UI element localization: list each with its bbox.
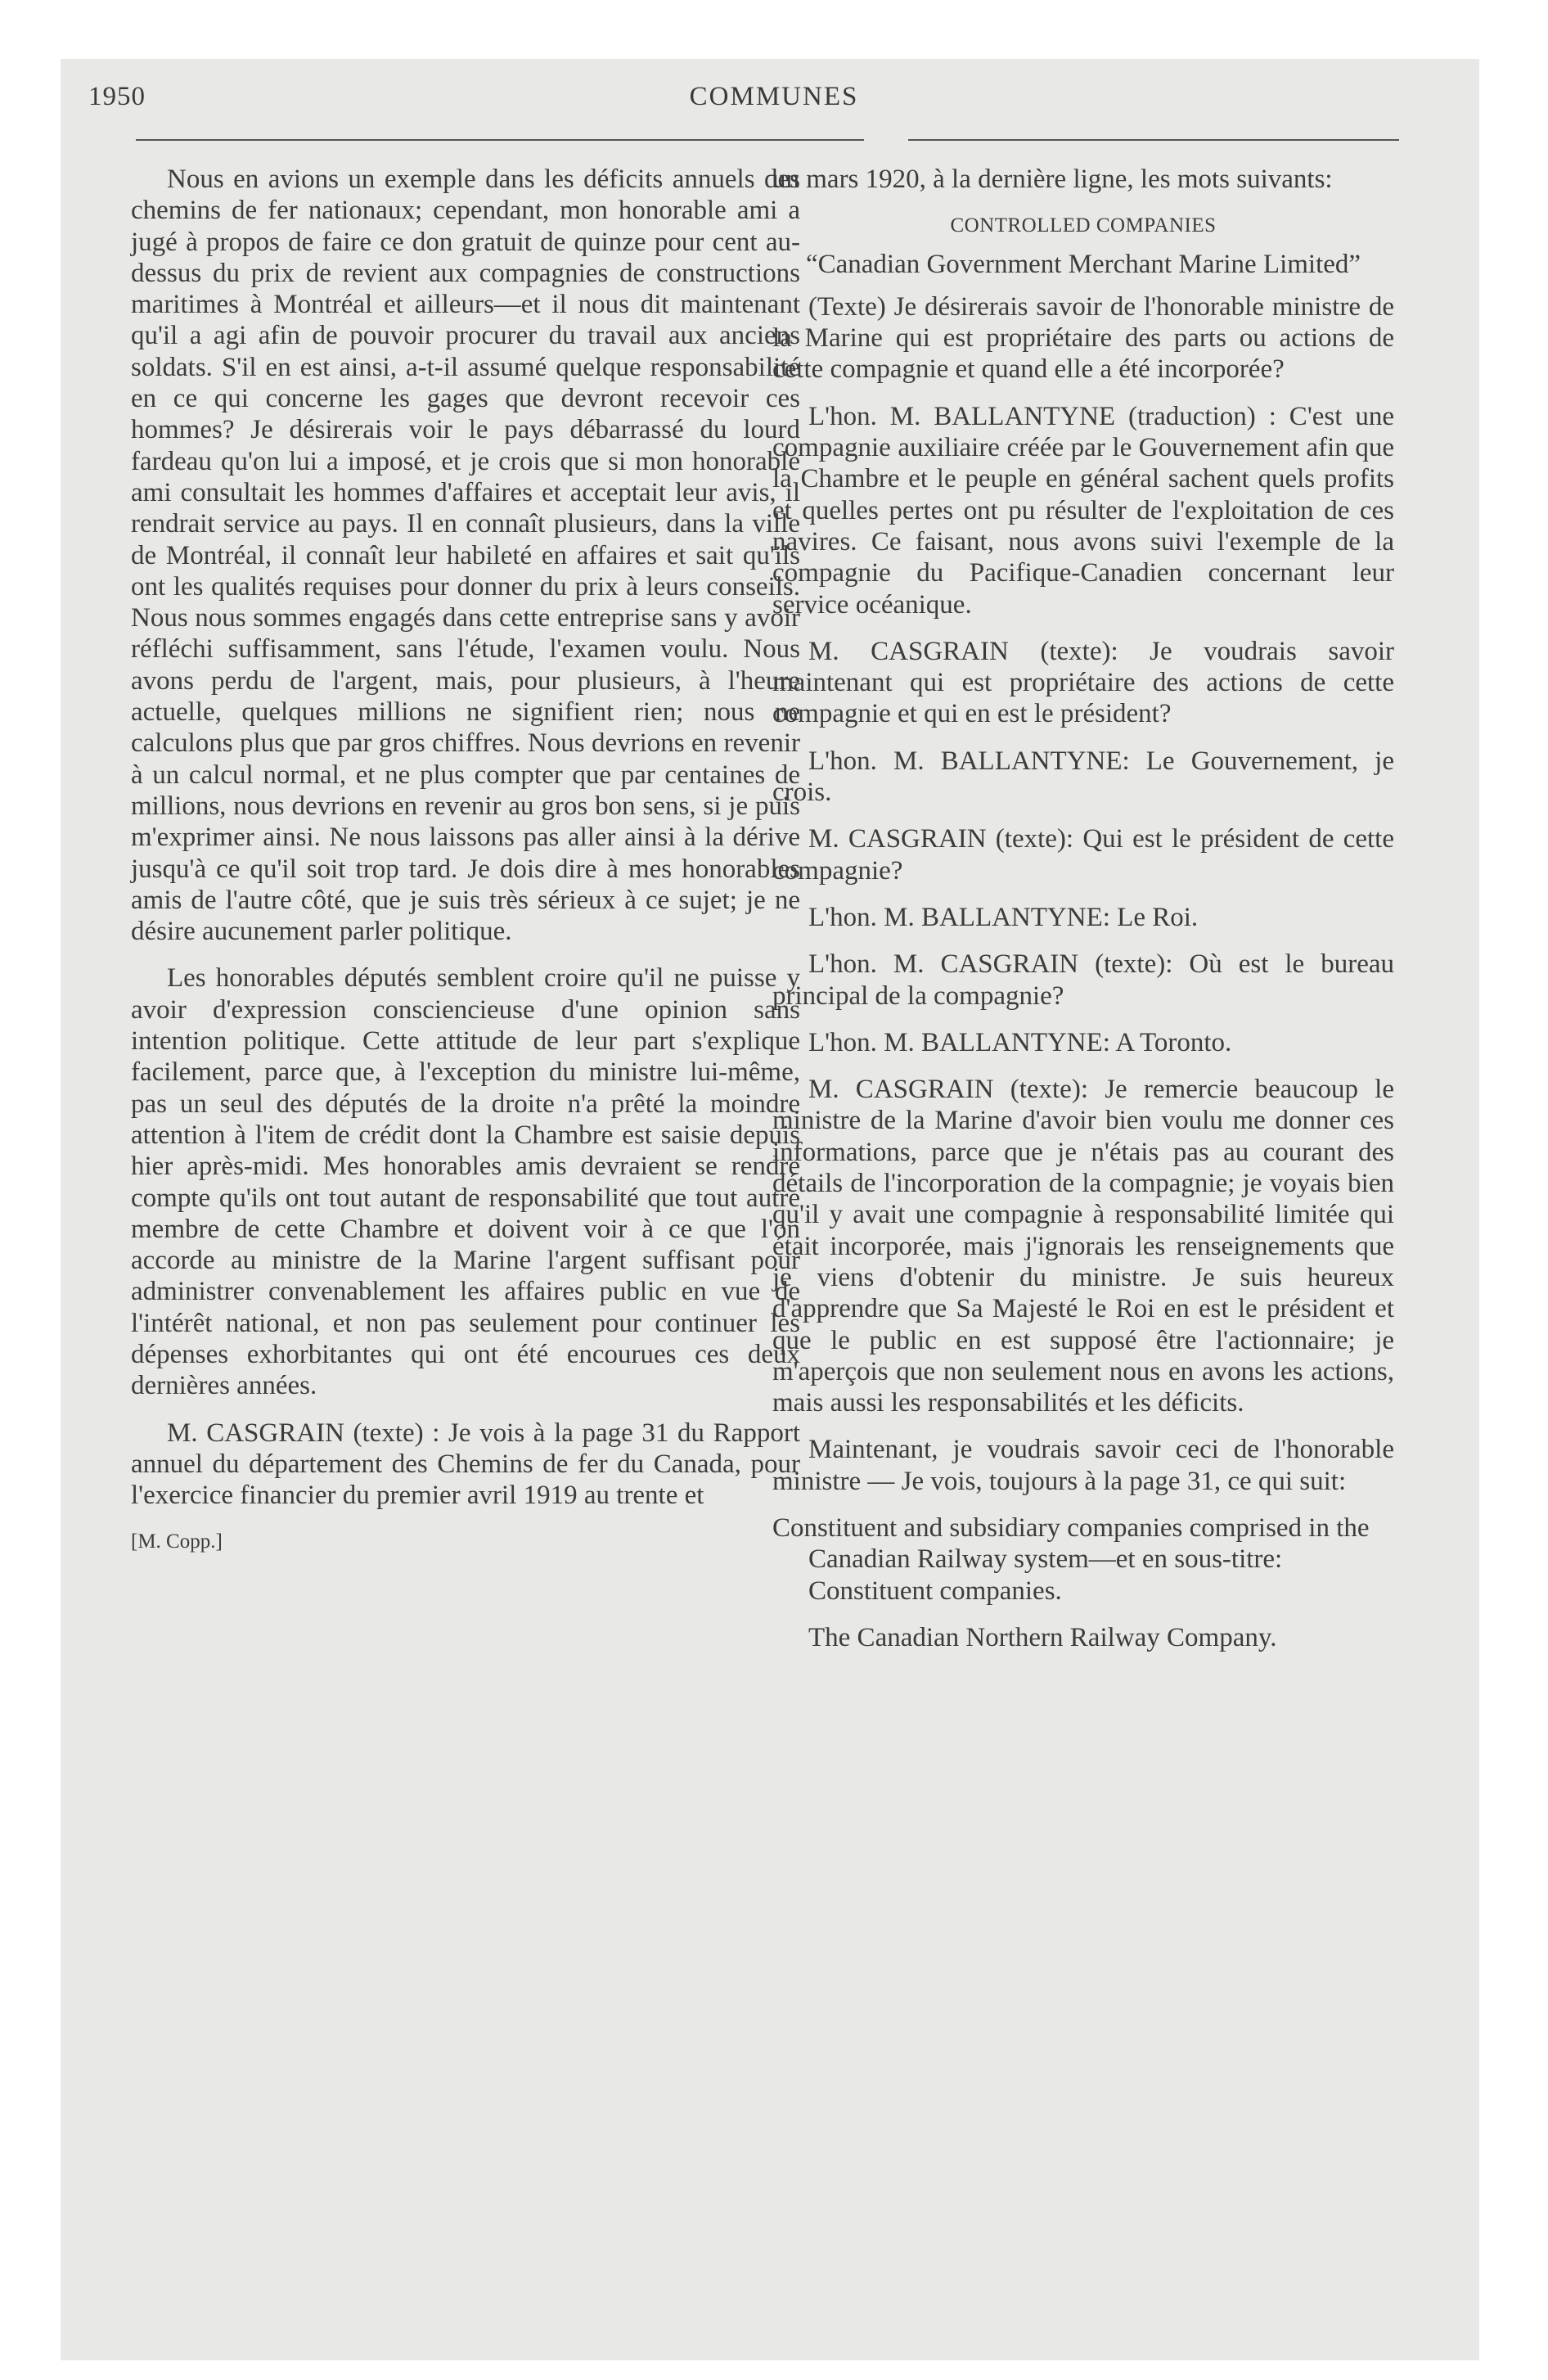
right-column	[772, 164, 1394, 1669]
running-head: COMMUNES	[689, 82, 859, 111]
right-paragraph-6: M. CASGRAIN (texte): Qui est le président de cette compagnie?	[772, 824, 1394, 886]
left-paragraph-1: Nous en avions un exemple dans les déficits annuels des chemins de fer nationaux; cependant, mon honorable ami a jugé à propos de faire ce don gratuit de quinze pour cent au-dessus du prix de revient aux compagnies de constructions maritimes à Montréal et ailleurs—et il nous dit maintenant qu'il a agi afin de pouvoir procurer du travail aux anciens soldats. S'il en est ainsi, a-t-il assumé quelque responsabilité en ce qui concerne les gages que devront recevoir ces hommes? Je désirerais voir le pays débarrassé du lourd fardeau qu'on lui a imposé, et je crois que si mon honorable ami consultait les hommes d'affaires et acceptait leur avis, il rendrait service au pays. Il en connaît plusieurs, dans la ville de Montréal, il connaît leur habileté en affaires et sait qu'ils ont les qualités requises pour donner du prix à leurs conseils. Nous nous sommes engagés dans cette entreprise sans y avoir réfléchi suffisamment, sans l'étude, l'examen voulu. Nous avons perdu de l'argent, mais, pour plusieurs, à l'heure actuelle, quelques millions ne signifient rien; nous ne calculons plus que par gros chiffres. Nous devrions en revenir à un calcul normal, et ne plus compter que par centaines de millions, nous devrions en revenir au gros bon sens, si je puis m'exprimer ainsi. Ne nous laissons pas aller ainsi à la dérive jusqu'à ce qu'il soit trop tard. Je dois dire à mes honorables amis de l'autre côté, que je suis très sérieux à ce sujet; je ne désire aucunement parler politique.	[131, 165, 800, 947]
right-paragraph-1: un mars 1920, à la dernière ligne, les mots suivants:	[772, 165, 1333, 194]
block-quote-1: Constituent and subsidiary companies comprised in the Canadian Railway system—et en sous-titre: Constituent companies.	[772, 1512, 1370, 1606]
right-paragraph-5: L'hon. M. BALLANTYNE: Le Gouvernement, je crois.	[772, 746, 1394, 808]
left-paragraph-2: Les honorables députés semblent croire qu'il ne puisse y avoir d'expression consciencieuse d'une opinion sans intention politique. Cette attitude de leur part s'explique facilement, parce que, à l'exception du ministre lui-même, pas un seul des députés de la droite n'a prêté la moindre attention à l'item de crédit dont la Chambre est saisie depuis hier après-midi. Mes honorables amis devraient se rendre compte qu'ils ont tout autant de responsabilité que tout autre membre de cette Chambre et doivent voir à ce que l'on accorde au ministre de la Marine l'argent suffisant pour administrer convenablement les affaires public en vue de l'intérêt national, et non pas seulement pour continuer les dépenses exhorbitantes qui ont été encourues ces deux dernières années.	[131, 963, 800, 1401]
right-paragraph-10: M. CASGRAIN (texte): Je remercie beaucoup le ministre de la Marine d'avoir bien voulu me donner ces informations, parce que je n'étais pas au courant des détails de l'incorporation de la compagnie; je voyais bien qu'il y avait une compagnie à responsabilité limitée qui était incorporée, mais j'ignorais les renseignements que je viens d'obtenir du ministre. Je suis heureux d'apprendre que Sa Majesté le Roi en est le président et que le public en est supposé être l'actionnaire; je m'aperçois que non seulement nous en avons les actions, mais aussi les responsabilités et les déficits.	[772, 1075, 1394, 1418]
right-paragraph-11: Maintenant, je voudrais savoir ceci de l'honorable ministre — Je vois, toujours à la page 31, ce qui suit:	[772, 1435, 1394, 1496]
block-quote-2: The Canadian Northern Railway Company.	[808, 1622, 1277, 1652]
header-rule-left	[136, 139, 864, 141]
right-paragraph-9: L'hon. M. BALLANTYNE: A Toronto.	[808, 1027, 1232, 1057]
right-paragraph-2: (Texte) Je désirerais savoir de l'honorable ministre de la Marine qui est propriétaire des parts ou actions de cette compagnie et quand elle a été incorporée?	[772, 291, 1394, 385]
right-paragraph-8: L'hon. M. CASGRAIN (texte): Où est le bureau principal de la compagnie?	[772, 949, 1394, 1011]
page-number: 1950	[88, 82, 146, 111]
right-paragraph-4: M. CASGRAIN (texte): Je voudrais savoir maintenant qui est propriétaire des actions de cette compagnie et qui en est le président?	[772, 636, 1394, 729]
header-rule-right	[908, 139, 1399, 141]
speaker-footnote: [M. Copp.]	[131, 1530, 223, 1553]
page-header	[88, 82, 1460, 128]
left-paragraph-3: M. CASGRAIN (texte) : Je vois à la page 31 du Rapport annuel du département des Chemins de fer du Canada, pour l'exercice financier du premier avril 1919 au trente et	[131, 1418, 800, 1511]
section-heading: CONTROLLED COMPANIES	[950, 214, 1217, 237]
right-paragraph-7: L'hon. M. BALLANTYNE: Le Roi.	[808, 902, 1199, 932]
company-name: “Canadian Government Merchant Marine Limited”	[805, 249, 1361, 279]
left-column	[131, 164, 800, 1574]
right-paragraph-3: L'hon. M. BALLANTYNE (traduction) : C'est une compagnie auxiliaire créée par le Gouvernement afin que la Chambre et le peuple en général sachent quels profits et quelles pertes ont pu résulter de l'exploitation de ces navires. Ce faisant, nous avons suivi l'exemple de la compagnie du Pacifique-Canadien concernant leur service océanique.	[772, 401, 1394, 620]
